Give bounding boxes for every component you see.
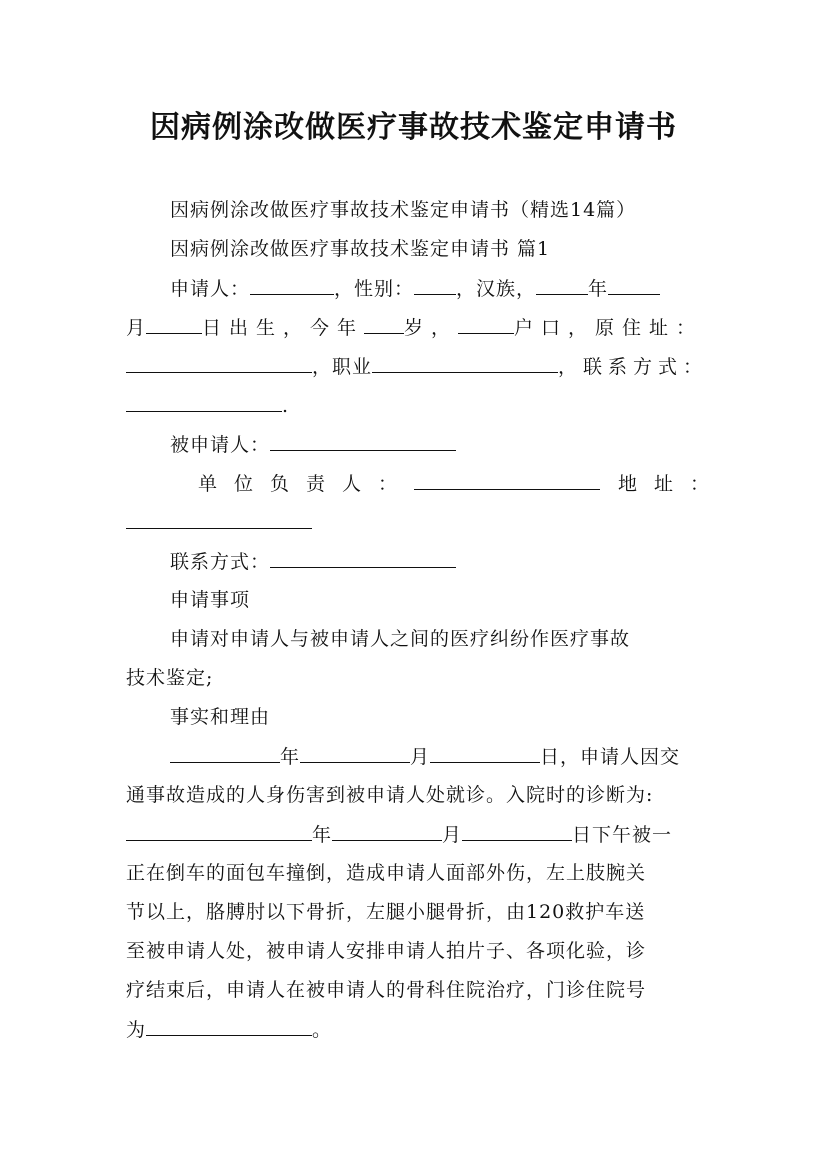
respondent-line <box>170 430 716 459</box>
address-blank <box>126 352 312 373</box>
matter-heading: 申请事项 <box>170 589 251 611</box>
accident-day-blank <box>462 820 572 841</box>
unit-line <box>198 469 727 498</box>
facts-line-8-head: 为 <box>126 1019 147 1041</box>
matter-text-line-1: 申请对申请人与被申请人之间的医疗纠纷作医疗事故 <box>170 628 631 650</box>
applicant-name-blank <box>250 274 334 295</box>
hukou-label: 户口，原住址： <box>514 317 704 339</box>
respondent-contact-line <box>170 547 716 576</box>
facts-line-4: 正在倒车的面包车撞倒，造成申请人面部外伤，左上肢腕关 <box>126 862 647 884</box>
facts-line-1-tail: 日，申请人因交 <box>540 746 681 768</box>
document-title: 因病例涂改做医疗事故技术鉴定申请书 <box>150 110 677 145</box>
gender-label: ，性别： <box>334 278 415 300</box>
applicant-line-2 <box>126 313 716 342</box>
incident-day-blank <box>430 742 540 763</box>
respondent-label: 被申请人： <box>170 434 271 456</box>
respondent-contact-blank <box>270 547 456 568</box>
month-label: 月 <box>126 317 147 339</box>
unit-address-line <box>126 508 716 537</box>
document-subtitle: 因病例涂改做医疗事故技术鉴定申请书（精选14篇） <box>170 199 637 221</box>
year-label: 年 <box>588 278 609 300</box>
unit-label: 单位负责人： <box>198 473 415 495</box>
facts-line-2: 通事故造成的人身伤害到被申请人处就诊。入院时的诊断为: <box>126 784 654 806</box>
birth-year-blank <box>536 274 588 295</box>
incident-year-blank <box>170 742 280 763</box>
unit-blank <box>414 469 600 490</box>
job-blank <box>372 352 558 373</box>
respondent-address-blank <box>126 508 312 529</box>
facts-line-8-tail: 。 <box>312 1019 333 1041</box>
hukou-blank <box>458 313 514 334</box>
facts-year-label: 年 <box>280 746 301 768</box>
applicant-line-3 <box>126 352 716 381</box>
applicant-line-4 <box>126 391 716 420</box>
gender-blank <box>414 274 456 295</box>
facts-heading: 事实和理由 <box>170 706 271 728</box>
birth-month-blank <box>608 274 660 295</box>
respondent-blank <box>270 430 456 451</box>
age-blank <box>364 313 404 334</box>
facts-line-1 <box>170 742 716 771</box>
facts-line-3 <box>126 820 716 849</box>
accident-month-blank <box>332 820 442 841</box>
job-label: ，职业 <box>312 356 373 378</box>
facts-line-8 <box>126 1015 716 1044</box>
facts-year-label-2: 年 <box>312 824 333 846</box>
facts-month-label-2: 月 <box>442 824 463 846</box>
address-label: 地址： <box>618 473 727 495</box>
birth-day-blank <box>146 313 202 334</box>
applicant-line-1 <box>170 274 716 303</box>
facts-line-3-tail: 日下午被一 <box>572 824 673 846</box>
hospital-number-blank <box>146 1015 312 1036</box>
matter-text-line-2: 技术鉴定; <box>126 667 214 689</box>
diagnosis-blank <box>126 820 312 841</box>
age-label: 岁， <box>404 317 459 339</box>
applicant-label: 申请人： <box>170 278 251 300</box>
facts-line-5: 节以上，胳膊肘以下骨折，左腿小腿骨折，由120救护车送 <box>126 901 646 923</box>
born-label: 日出生，今年 <box>202 317 365 339</box>
ethnicity-label: ，汉族， <box>456 278 537 300</box>
section-heading: 因病例涂改做医疗事故技术鉴定申请书 篇1 <box>170 238 551 260</box>
respondent-contact-label: 联系方式： <box>170 551 271 573</box>
contact-label: ，联系方式： <box>558 356 709 378</box>
facts-line-6: 至被申请人处，被申请人安排申请人拍片子、各项化验，诊 <box>126 940 647 962</box>
facts-line-7: 疗结束后，申请人在被申请人的骨科住院治疗，门诊住院号 <box>126 979 647 1001</box>
end-punct: . <box>282 395 290 417</box>
contact-blank <box>126 391 282 412</box>
facts-month-label: 月 <box>410 746 431 768</box>
incident-month-blank <box>300 742 410 763</box>
